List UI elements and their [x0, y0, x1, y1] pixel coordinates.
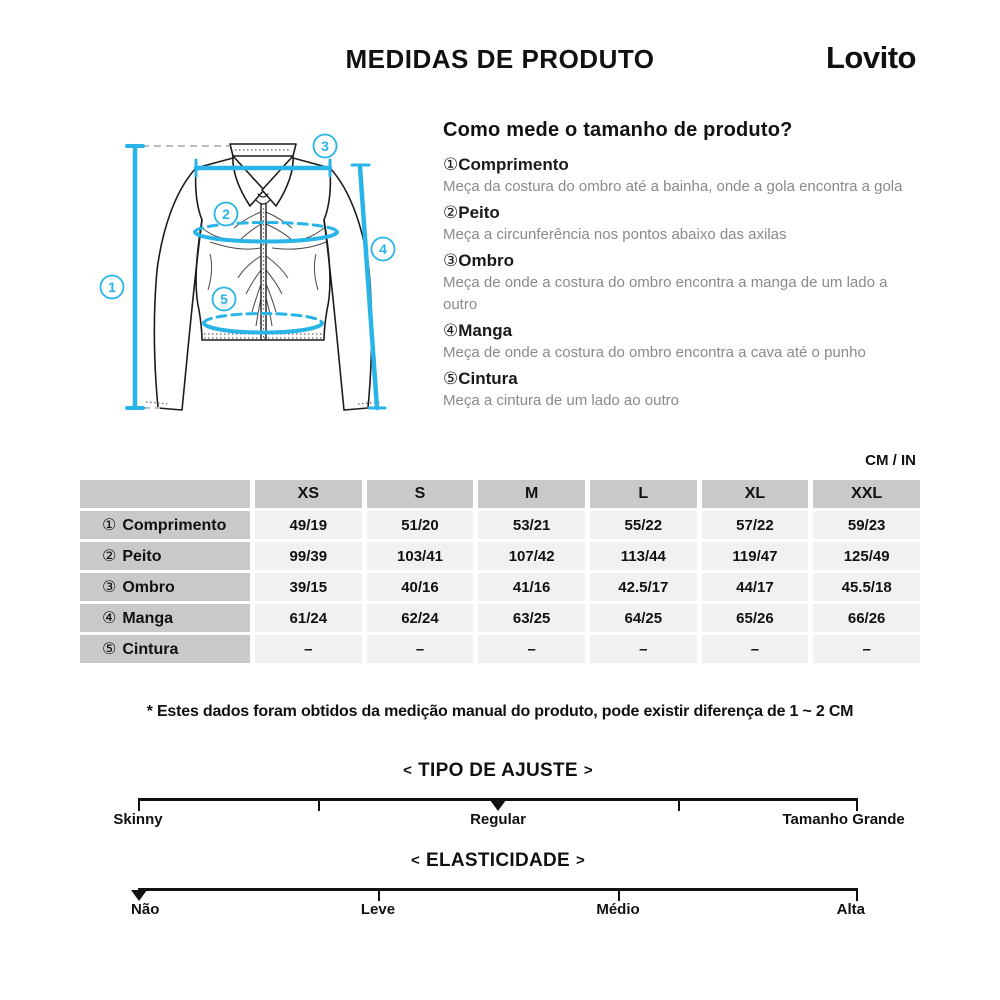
chevron-left-icon: < [403, 762, 413, 779]
guide-item-desc: Meça de onde a costura do ombro encontra a cava até o punho [443, 344, 866, 361]
size-column-xxl: XXL [813, 480, 920, 508]
value-cell: 57/22 [702, 511, 809, 539]
size-column-l: L [590, 480, 697, 508]
item-name: Manga [458, 321, 513, 340]
guide-item-desc: Meça de onde a costura do ombro encontra a manga de um lado a outro [443, 274, 888, 313]
fit-label-skinny: Skinny [113, 811, 163, 828]
value-cell: 49/19 [255, 511, 362, 539]
guide-item-desc: Meça da costura do ombro até a bainha, onde a gola encontra a gola [443, 178, 903, 195]
guide-item-manga [443, 320, 921, 342]
value-cell: 45.5/18 [813, 573, 920, 601]
value-cell: 103/41 [367, 542, 474, 570]
row-number: ① [102, 517, 117, 534]
value-cell: 99/39 [255, 542, 362, 570]
value-cell: 62/24 [367, 604, 474, 632]
mark-5: 5 [220, 291, 228, 307]
value-cell: 51/20 [367, 511, 474, 539]
mark-2: 2 [222, 206, 230, 222]
elasticity-scale-title: < ELASTICIDADE > [138, 850, 858, 874]
value-cell: – [367, 635, 474, 663]
fit-marker-icon [490, 800, 506, 811]
value-cell: – [478, 635, 585, 663]
row-label: Cintura [122, 641, 179, 658]
item-number: ⑤ [443, 369, 459, 388]
guide-heading: Como mede o tamanho de produto? [443, 119, 793, 141]
scale-tick [138, 798, 140, 811]
row-label: Peito [122, 548, 162, 565]
scale-tick [378, 888, 380, 901]
guide-item-ombro [443, 250, 921, 272]
elasticity-scale-line [138, 888, 858, 891]
value-cell: 59/23 [813, 511, 920, 539]
size-table [75, 477, 925, 666]
measure-guide [443, 118, 921, 416]
value-cell: – [813, 635, 920, 663]
sleeve-measure-line [360, 167, 377, 408]
elasticity-marker-icon [131, 890, 147, 901]
scale-tick [618, 888, 620, 901]
value-cell: 66/26 [813, 604, 920, 632]
elasticity-label-medio: Médio [596, 901, 640, 918]
value-cell: 53/21 [478, 511, 585, 539]
item-number: ② [443, 203, 459, 222]
size-column-s: S [367, 480, 474, 508]
chevron-right-icon: > [576, 852, 586, 869]
page-title: MEDIDAS DE PRODUTO [345, 44, 655, 74]
fit-type-scale [113, 760, 905, 833]
item-name: Comprimento [458, 155, 569, 174]
value-cell: 41/16 [478, 573, 585, 601]
row-label: Comprimento [122, 517, 227, 534]
value-cell: 64/25 [590, 604, 697, 632]
scale-tick [678, 798, 680, 811]
item-name: Cintura [458, 369, 518, 388]
guide-item-cintura [443, 368, 921, 390]
left-sleeve [154, 168, 202, 410]
jacket-illustration [80, 120, 420, 420]
guide-item-desc: Meça a circunferência nos pontos abaixo das axilas [443, 226, 787, 243]
elasticity-label-leve: Leve [360, 901, 396, 918]
row-number: ③ [102, 579, 117, 596]
row-number: ⑤ [102, 641, 117, 658]
mark-3: 3 [321, 138, 329, 154]
table-row-cintura [80, 635, 920, 663]
value-cell: – [590, 635, 697, 663]
mark-4: 4 [379, 241, 387, 257]
table-row-peito [80, 542, 920, 570]
item-number: ① [443, 155, 459, 174]
value-cell: 63/25 [478, 604, 585, 632]
value-cell: 65/26 [702, 604, 809, 632]
value-cell: 107/42 [478, 542, 585, 570]
value-cell: 40/16 [367, 573, 474, 601]
table-header-row [80, 480, 920, 508]
size-column-xl: XL [702, 480, 809, 508]
value-cell: 42.5/17 [590, 573, 697, 601]
elasticity-label-alta: Alta [836, 901, 865, 918]
chevron-left-icon: < [410, 852, 420, 869]
item-name: Ombro [458, 251, 514, 270]
table-row-ombro [80, 573, 920, 601]
item-number: ④ [443, 321, 459, 340]
measurement-disclaimer: * Estes dados foram obtidos da medição manual do produto, pode existir diferença de 1 ~ 2 CM [146, 703, 854, 720]
scale-tick [856, 888, 858, 901]
brand-logo: Lovito [826, 40, 916, 75]
elasticity-scale [131, 850, 865, 923]
item-name: Peito [458, 203, 500, 222]
elasticity-label-nao: Não [131, 901, 160, 918]
waist-ellipse-dashed [204, 314, 322, 324]
fit-label-regular: Regular [470, 811, 526, 828]
item-number: ③ [443, 251, 459, 270]
size-column-m: M [478, 480, 585, 508]
row-label: Manga [122, 610, 174, 627]
units-label: CM / IN [865, 452, 916, 469]
table-row-manga [80, 604, 920, 632]
value-cell: 55/22 [590, 511, 697, 539]
value-cell: 44/17 [702, 573, 809, 601]
fit-label-tamanho-grande: Tamanho Grande [782, 811, 905, 828]
size-column-xs: XS [255, 480, 362, 508]
guide-item-comprimento [443, 154, 921, 176]
corner-cell [80, 480, 250, 508]
row-number: ② [102, 548, 117, 565]
value-cell: – [702, 635, 809, 663]
value-cell: 61/24 [255, 604, 362, 632]
value-cell: 113/44 [590, 542, 697, 570]
row-label: Ombro [122, 579, 175, 596]
scale-tick [856, 798, 858, 811]
value-cell: 125/49 [813, 542, 920, 570]
value-cell: 119/47 [702, 542, 809, 570]
mark-1: 1 [108, 279, 116, 295]
guide-item-desc: Meça a cintura de um lado ao outro [443, 392, 679, 409]
value-cell: 39/15 [255, 573, 362, 601]
scale-tick [318, 798, 320, 811]
value-cell: – [255, 635, 362, 663]
fit-scale-title: < TIPO DE AJUSTE > [138, 760, 858, 784]
row-number: ④ [102, 610, 117, 627]
guide-item-peito [443, 202, 921, 224]
chevron-right-icon: > [583, 762, 593, 779]
table-row-comprimento [80, 511, 920, 539]
fit-scale-line [138, 798, 858, 801]
